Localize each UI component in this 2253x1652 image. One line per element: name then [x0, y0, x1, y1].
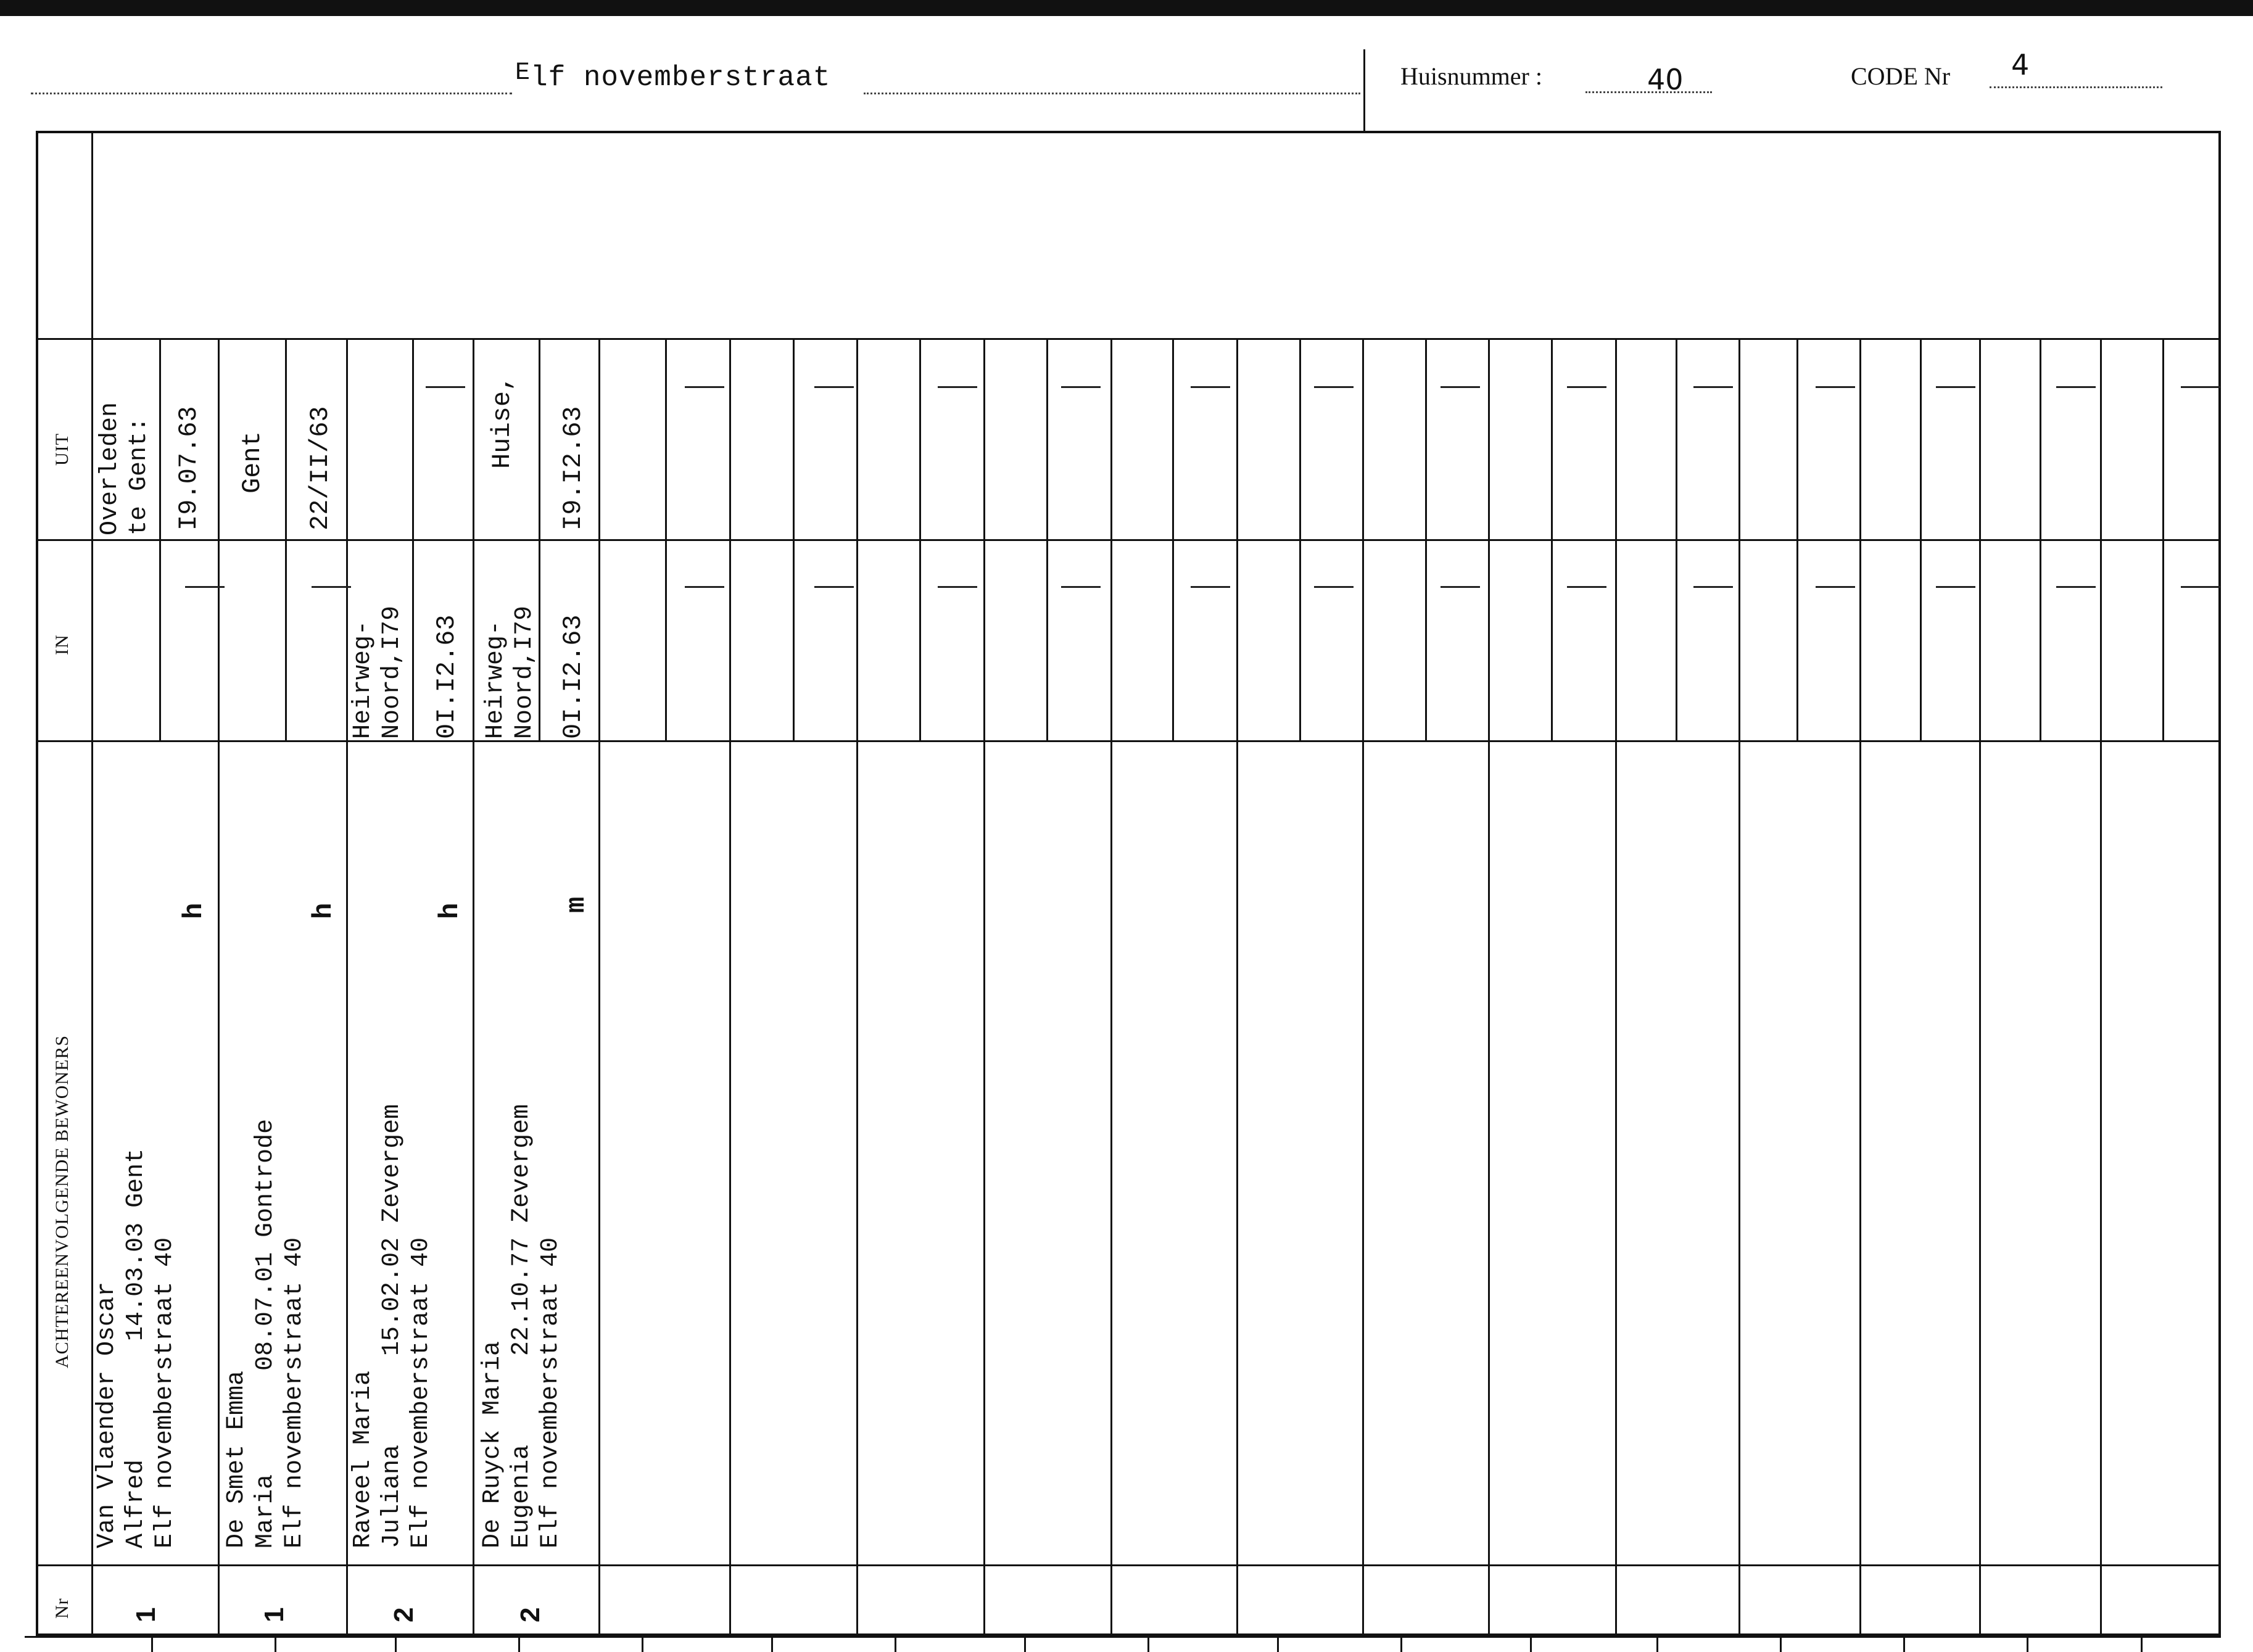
resident-1-gender: h: [179, 902, 210, 919]
empty-entry-dash: [1816, 386, 1855, 388]
street-initial: E: [515, 59, 531, 87]
subcolumn-line: [665, 338, 667, 740]
resident-4-birth: Eugenia 22.10.77 Zevergem: [508, 1104, 535, 1548]
subcolumn-line: [1299, 338, 1301, 740]
resident-3-name: Raveel Maria: [349, 1370, 377, 1548]
empty-entry-dash: [1936, 386, 1975, 388]
street-dotted-line-left: [31, 93, 512, 94]
resident-1-birth: Alfred 14.03.03 Gent: [122, 1148, 150, 1548]
card-top-edge: [0, 0, 2253, 16]
column-line: [856, 338, 858, 1636]
huisnummer-label: Huisnummer :: [1400, 62, 1542, 90]
column-line: [1488, 338, 1490, 1636]
empty-entry-dash: [1567, 386, 1606, 388]
resident-4-in-line-1: Heirweg-: [482, 620, 510, 739]
empty-entry-dash: [312, 586, 351, 588]
uit-in-divider: [36, 539, 2221, 541]
resident-3-in-date: 0I.I2.63: [432, 614, 461, 739]
ruler-tick: [275, 1636, 276, 1652]
subcolumn-line: [793, 338, 795, 740]
empty-entry-dash: [2056, 386, 2096, 388]
section-label-bewoners: ACHTEREENVOLGENDE BEWONERS: [52, 1035, 72, 1368]
resident-1-name: Van Vlaender Oscar: [93, 1281, 121, 1548]
empty-entry-dash: [1816, 586, 1855, 588]
column-line: [1859, 338, 1861, 1636]
resident-3-in-place: [349, 606, 407, 739]
resident-4-in-line-2: Noord,I79: [511, 605, 539, 739]
empty-entry-dash: [2056, 586, 2096, 588]
subcolumn-line: [1796, 338, 1798, 740]
subcolumn-line: [1046, 338, 1048, 740]
resident-3-in-line-1: Heirweg-: [349, 620, 377, 739]
resident-1-name-block: [93, 1149, 180, 1548]
resident-2-address: Elf novemberstraat 40: [281, 1237, 308, 1548]
resident-3-gender: h: [435, 902, 466, 919]
ruler-tick: [771, 1636, 773, 1652]
header-divider: [1363, 49, 1365, 131]
ruler-tick: [518, 1636, 520, 1652]
resident-4-uit-date: I9.I2.63: [558, 406, 588, 531]
resident-3-birth: Juliana 15.02.02 Zevergem: [378, 1104, 406, 1548]
subcolumn-line: [1551, 338, 1553, 740]
subcolumn-line: [2162, 338, 2164, 740]
resident-1-nr: 1: [131, 1607, 161, 1622]
resident-2-uit-date: 22/II/63: [305, 406, 335, 531]
resident-1-uit-date: I9.07.63: [174, 406, 204, 531]
empty-entry-dash: [1441, 386, 1480, 388]
empty-entry-dash: [685, 386, 724, 388]
section-label-uit: UIT: [52, 433, 72, 466]
resident-3-nr: 2: [389, 1607, 419, 1622]
subcolumn-line: [1676, 338, 1677, 740]
ruler-tick: [395, 1636, 397, 1652]
column-line: [2100, 338, 2102, 1636]
resident-4-gender: m: [561, 896, 592, 913]
resident-4-in-place: [481, 606, 539, 739]
street-name: [515, 59, 831, 94]
empty-entry-dash: [185, 586, 225, 588]
column-line: [983, 338, 985, 1636]
section-label-nr: Nr: [52, 1598, 72, 1619]
resident-4-name-block: [478, 1104, 565, 1548]
column-line: [1236, 338, 1238, 1636]
resident-1-uit-line-1: Overleden: [96, 402, 124, 535]
ruler-tick: [1656, 1636, 1658, 1652]
ruler-tick: [642, 1636, 643, 1652]
street-name-rest: lf novemberstraat: [531, 62, 831, 94]
empty-entry-dash: [1061, 386, 1101, 388]
column-line: [473, 338, 474, 1636]
resident-2-nr: 1: [259, 1607, 289, 1622]
empty-entry-dash: [1061, 586, 1101, 588]
subcolumn-line: [412, 338, 414, 740]
empty-entry-dash: [1314, 586, 1354, 588]
empty-entry-dash: [1936, 586, 1975, 588]
column-line: [1615, 338, 1617, 1636]
uit-top-line: [36, 338, 2221, 340]
ruler-tick: [1024, 1636, 1026, 1652]
resident-2-name: De Smet Emma: [223, 1370, 250, 1548]
code-dotted-line: [1990, 86, 2162, 88]
street-dotted-line-right: [864, 93, 1360, 94]
resident-3-name-block: [349, 1104, 436, 1548]
ruler-tick: [1903, 1636, 1905, 1652]
subcolumn-line: [919, 338, 921, 740]
empty-entry-dash: [2181, 386, 2220, 388]
code-value: 4: [2011, 48, 2030, 81]
column-line: [1979, 338, 1981, 1636]
resident-4-in-date: 0I.I2.63: [558, 614, 588, 739]
column-line: [218, 338, 220, 1636]
resident-4-name: De Ruyck Maria: [479, 1340, 506, 1548]
subcolumn-line: [285, 338, 287, 740]
column-line: [346, 338, 348, 1636]
resident-3-address: Elf novemberstraat 40: [407, 1237, 435, 1548]
resident-2-uit-place: Gent: [238, 431, 267, 494]
ruler-tick: [2027, 1636, 2028, 1652]
resident-3-in-line-2: Noord,I79: [378, 605, 406, 739]
empty-entry-dash: [814, 586, 854, 588]
empty-entry-dash: [1191, 386, 1230, 388]
subcolumn-line: [539, 338, 540, 740]
subcolumn-line: [1425, 338, 1427, 740]
ruler-tick: [151, 1636, 153, 1652]
subcolumn-line: [159, 338, 161, 740]
ruler-tick: [1277, 1636, 1279, 1652]
empty-entry-dash: [1441, 586, 1480, 588]
column-line: [1362, 338, 1364, 1636]
code-label: CODE Nr: [1851, 62, 1951, 90]
column-line: [598, 338, 600, 1636]
subcolumn-line: [1172, 338, 1174, 740]
empty-entry-dash: [814, 386, 854, 388]
empty-entry-dash: [685, 586, 724, 588]
bottom-ruler: [25, 1636, 2221, 1638]
column-line: [729, 338, 731, 1636]
subcolumn-line: [1920, 338, 1922, 740]
empty-entry-dash: [938, 386, 977, 388]
empty-entry-dash: [1314, 386, 1354, 388]
ruler-tick: [2141, 1636, 2143, 1652]
resident-1-uit-place: [96, 402, 154, 535]
empty-entry-dash: [1191, 586, 1230, 588]
bewoners-nr-divider: [36, 1564, 2221, 1566]
resident-2-birth: Maria 08.07.01 Gontrode: [252, 1118, 279, 1548]
in-bewoners-divider: [36, 740, 2221, 742]
subcolumn-line: [2040, 338, 2041, 740]
ruler-tick: [1147, 1636, 1149, 1652]
column-line: [1738, 338, 1740, 1636]
ruler-tick: [1780, 1636, 1782, 1652]
empty-entry-dash: [938, 586, 977, 588]
resident-2-gender: h: [308, 902, 339, 919]
empty-entry-dash: [426, 386, 465, 388]
resident-4-uit-place: Huise,: [487, 375, 517, 469]
ruler-tick: [895, 1636, 896, 1652]
resident-2-name-block: [222, 1119, 309, 1548]
ruler-tick: [1400, 1636, 1402, 1652]
column-line: [1110, 338, 1112, 1636]
empty-entry-dash: [2181, 586, 2220, 588]
empty-entry-dash: [1693, 386, 1733, 388]
resident-1-uit-line-2: te Gent:: [125, 416, 153, 535]
empty-entry-dash: [1567, 586, 1606, 588]
empty-entry-dash: [1693, 586, 1733, 588]
resident-4-nr: 2: [515, 1607, 545, 1622]
section-label-in: IN: [52, 634, 72, 655]
ruler-tick: [1530, 1636, 1532, 1652]
resident-4-address: Elf novemberstraat 40: [537, 1237, 564, 1548]
huisnummer-value: 40: [1647, 63, 1684, 96]
resident-1-address: Elf novemberstraat 40: [151, 1237, 179, 1548]
